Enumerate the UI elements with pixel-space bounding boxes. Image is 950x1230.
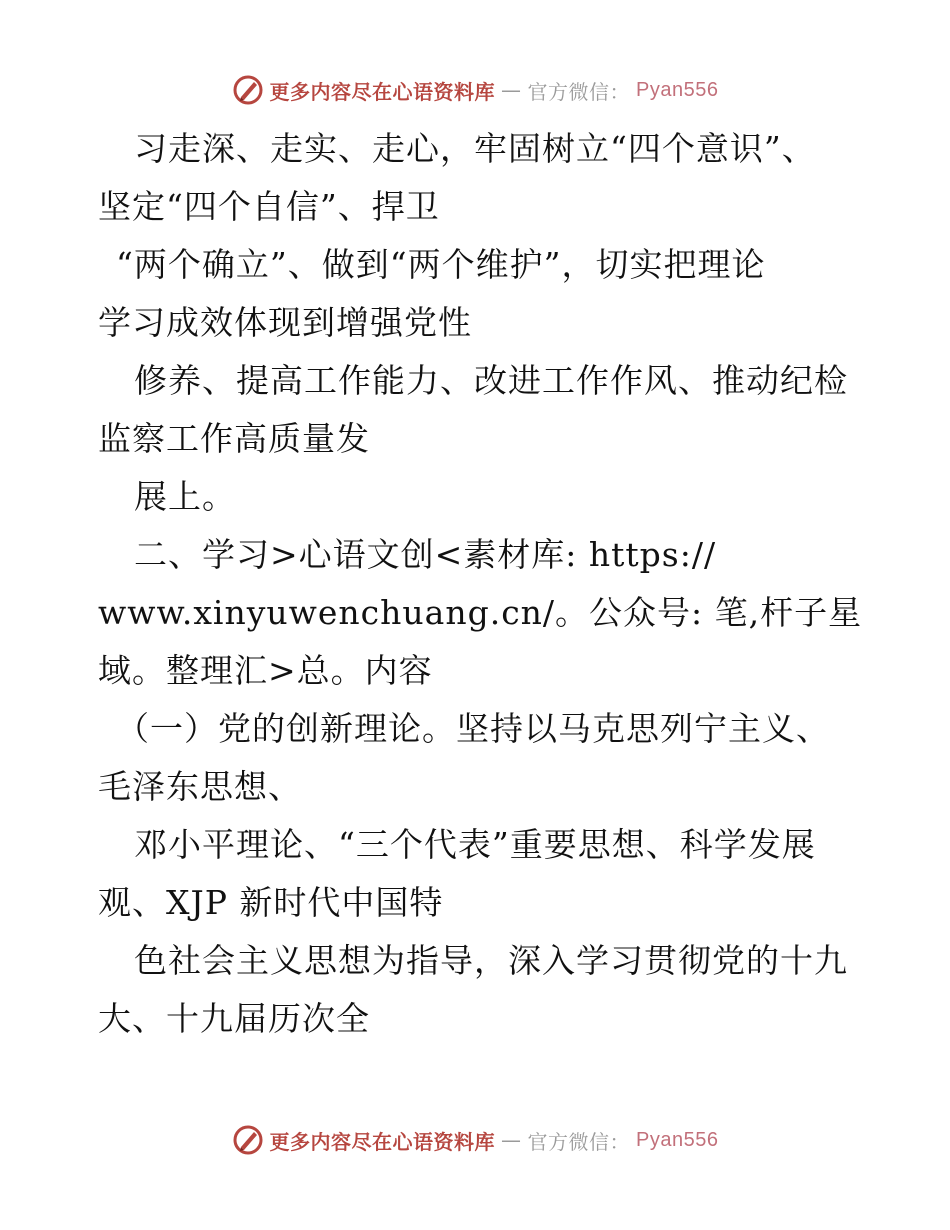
watermark-sub-text: 官方微信： bbox=[527, 79, 631, 104]
body-line: www.xinyuwenchuang.cn/。公众号: 笔,杆子星 bbox=[98, 593, 863, 632]
body-line: 修养、提高工作能力、改进工作作风、推动纪检 bbox=[134, 361, 848, 400]
body-line: 学习成效体现到增强党性 bbox=[98, 303, 472, 342]
body-line: （一）党的创新理论。坚持以马克思列宁主义、 bbox=[116, 709, 830, 748]
watermark-sub-text: 官方微信： bbox=[527, 1129, 631, 1154]
body-line: 域。整理汇>总。内容 bbox=[98, 651, 433, 690]
body-line: 色社会主义思想为指导，深入学习贯彻党的十九 bbox=[134, 941, 848, 980]
document-body bbox=[98, 120, 863, 1048]
footer-watermark bbox=[0, 1120, 950, 1160]
watermark-main-text: 更多内容尽在心语资料库 bbox=[269, 1129, 496, 1154]
body-line: 观、XJP 新时代中国特 bbox=[98, 883, 444, 922]
body-line: 二、学习>心语文创<素材库: https:// bbox=[134, 535, 717, 574]
watermark-wechat-id: Pyan556 bbox=[636, 78, 719, 101]
body-line: “两个确立”、做到“两个维护”，切实把理论 bbox=[116, 245, 766, 284]
body-line: 邓小平理论、“三个代表”重要思想、科学发展 bbox=[134, 825, 816, 864]
body-line: 监察工作高质量发 bbox=[98, 419, 370, 458]
watermark-main-text: 更多内容尽在心语资料库 bbox=[269, 79, 496, 104]
header-watermark bbox=[0, 70, 950, 110]
body-line: 习走深、走实、走心，牢固树立“四个意识”、 bbox=[134, 129, 816, 168]
pen-logo-icon bbox=[232, 74, 264, 106]
body-line: 坚定“四个自信”、捍卫 bbox=[98, 187, 440, 226]
body-line: 大、十九届历次全 bbox=[98, 999, 370, 1038]
pen-logo-icon bbox=[232, 1124, 264, 1156]
body-line: 展上。 bbox=[134, 477, 236, 516]
watermark-dash: — bbox=[501, 1128, 522, 1152]
watermark-wechat-id: Pyan556 bbox=[636, 1128, 719, 1151]
body-line: 毛泽东思想、 bbox=[98, 767, 302, 806]
watermark-dash: — bbox=[501, 78, 522, 102]
